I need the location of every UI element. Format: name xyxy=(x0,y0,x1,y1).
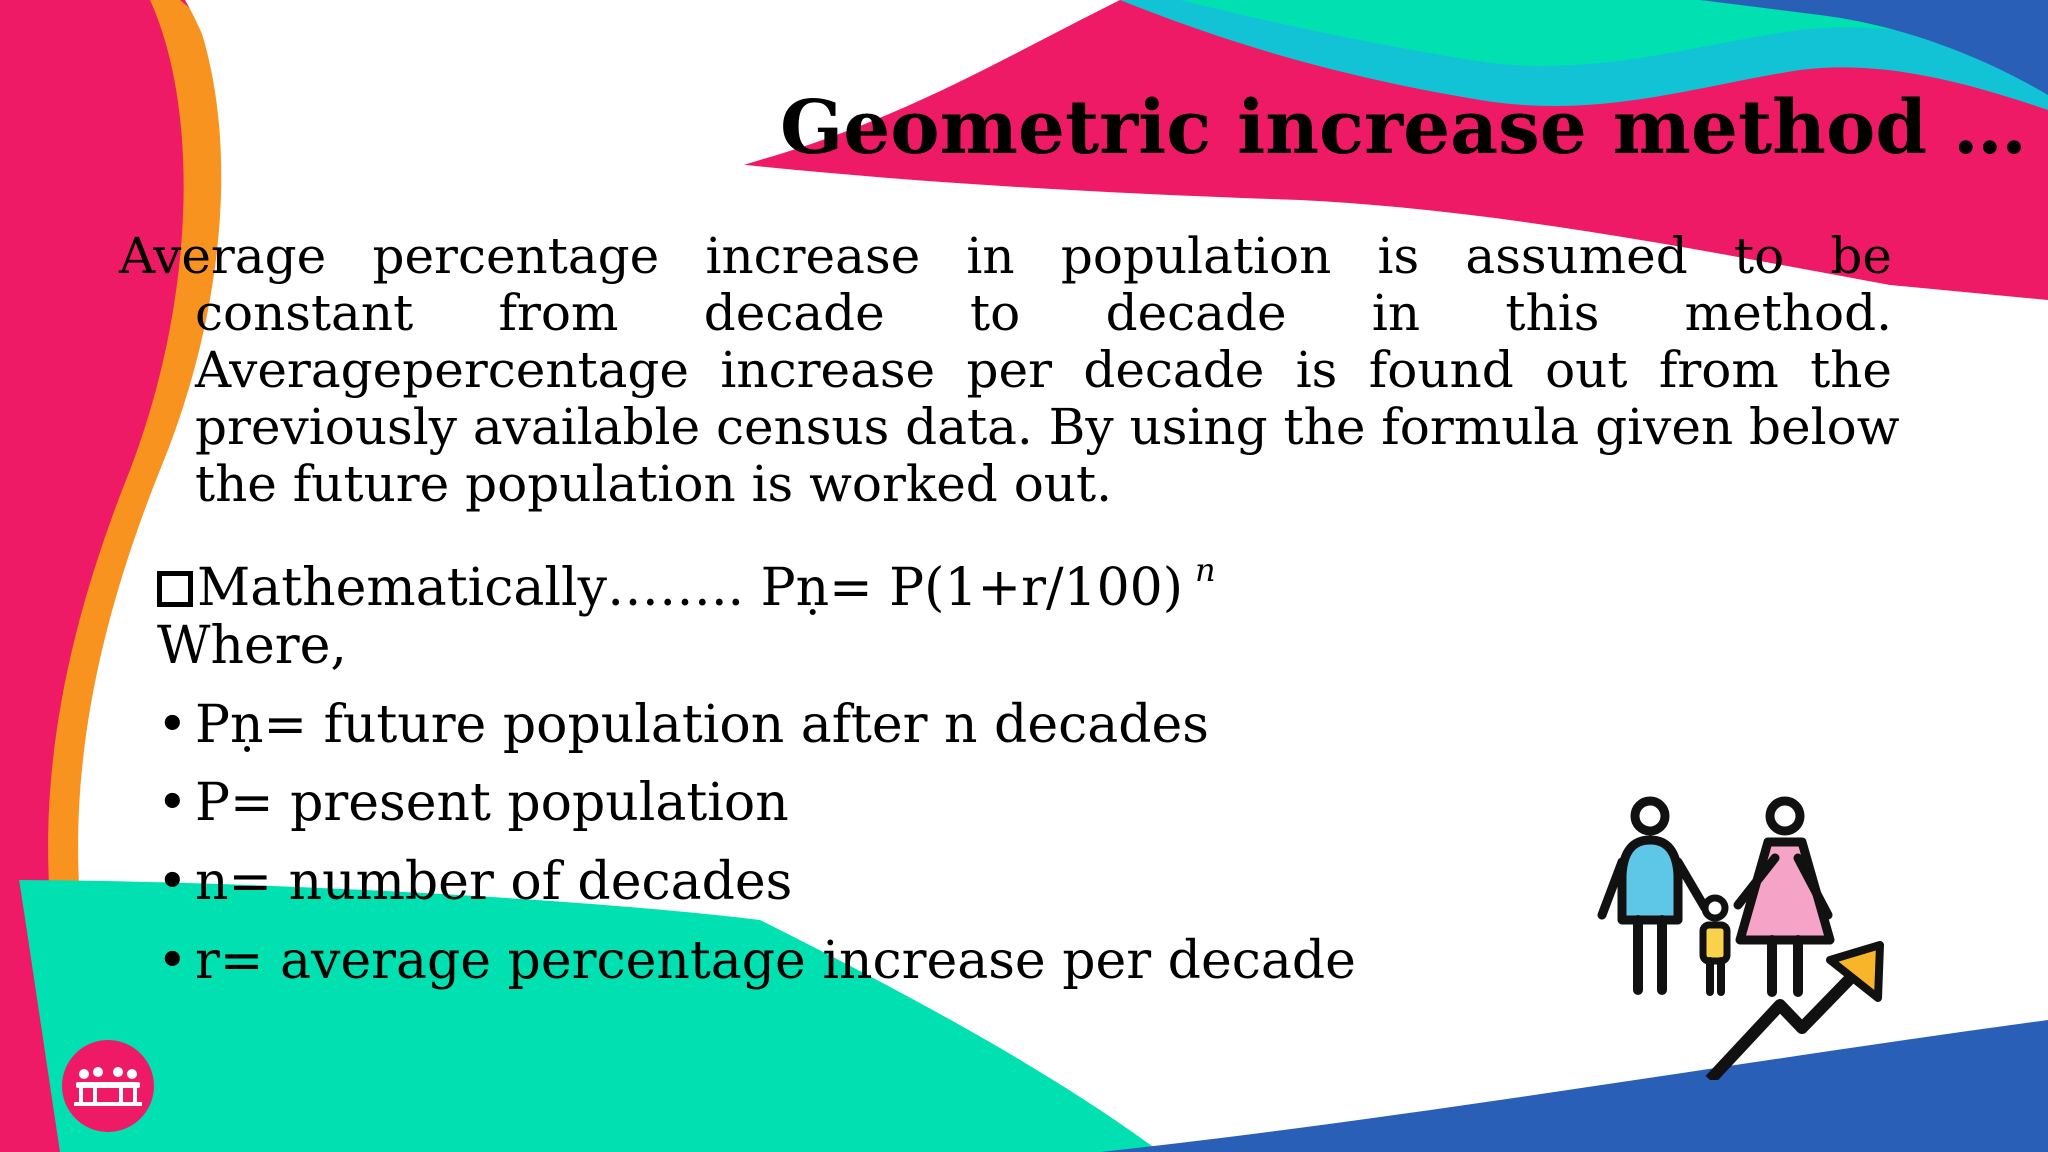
list-item-text: n= number of decades xyxy=(195,852,793,912)
formula-row xyxy=(157,538,1216,620)
list-item xyxy=(157,693,1209,757)
family-growth-icon xyxy=(1580,780,1900,1080)
list-item xyxy=(157,929,1356,993)
paragraph-line: Average percentage increase in population is assumed to be xyxy=(119,227,1892,285)
where-label: Where, xyxy=(157,616,347,676)
description-paragraph xyxy=(119,227,1900,513)
list-item-text: P= present population xyxy=(195,773,789,833)
paragraph-line: the future population is worked out. xyxy=(195,455,1112,513)
bottom-teal-shape xyxy=(0,880,1160,1152)
bottom-right-blue-shape xyxy=(1100,1020,2048,1152)
bullet-icon: • xyxy=(157,695,188,755)
people-meeting-icon xyxy=(62,1040,154,1132)
paragraph-line: constant from decade to decade in this method. xyxy=(195,284,1892,342)
checkbox-icon xyxy=(157,571,193,607)
formula-text: Mathematically…….. Pṇ= P(1+r/100) xyxy=(197,558,1184,618)
bullet-icon: • xyxy=(157,773,188,833)
paragraph-line: previously available census data. By using the formula given below xyxy=(195,398,1900,456)
slide-title: Geometric increase method … xyxy=(780,85,2027,171)
list-item xyxy=(157,771,789,835)
paragraph-line: Averagepercentage increase per decade is found out from the xyxy=(195,341,1892,399)
list-item xyxy=(157,850,792,914)
bullet-icon: • xyxy=(157,852,188,912)
list-item-text: r= average percentage increase per decade xyxy=(195,931,1356,991)
list-item-text: Pṇ= future population after n decades xyxy=(195,695,1209,755)
formula-exponent: n xyxy=(1195,551,1216,589)
bullet-icon: • xyxy=(157,931,188,991)
